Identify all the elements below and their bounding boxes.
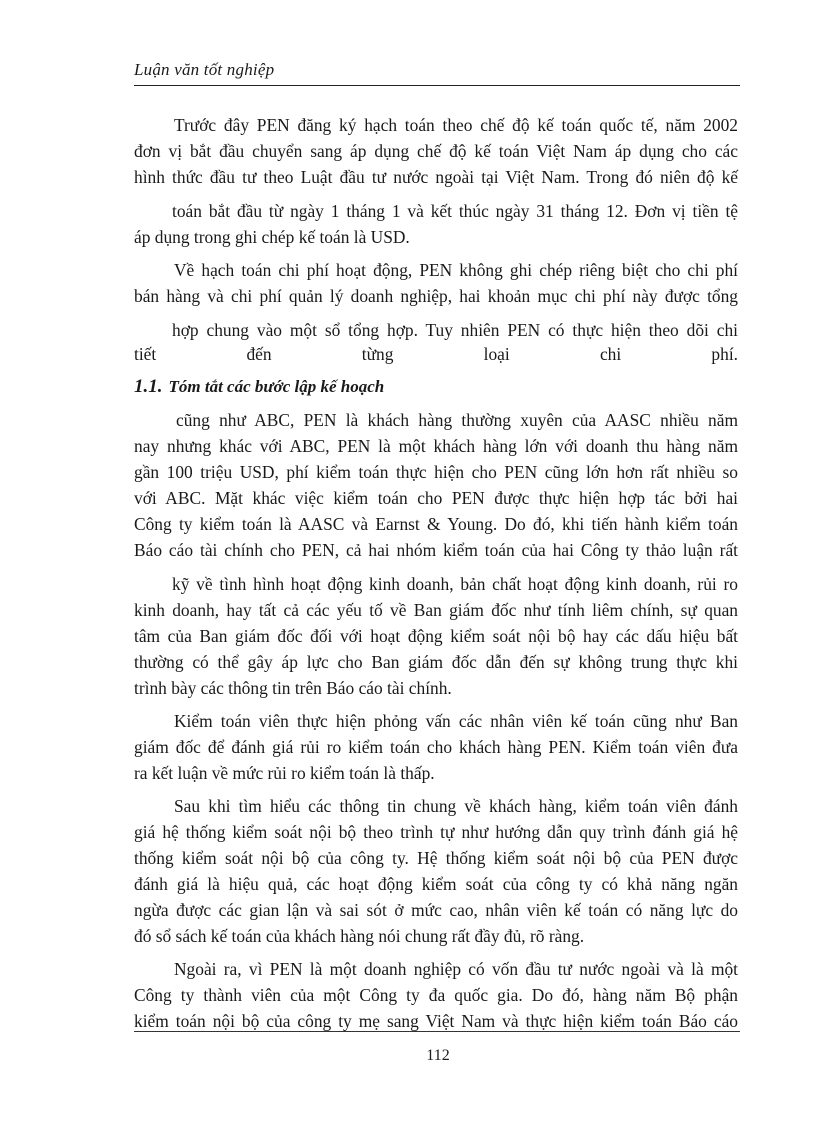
- text-line: ra kết luận về mức rủi ro kiểm toán là thấp.: [134, 763, 435, 783]
- text-line: toán bắt đầu từ ngày 1 tháng 1 và kết thúc ngày 31 tháng 12. Đơn vị tiền tệ: [172, 201, 738, 221]
- text-line: Sau khi tìm hiểu các thông tin chung về khách hàng, kiểm toán viên đánh: [174, 796, 738, 816]
- header-title: Luận văn tốt nghiệp: [134, 60, 275, 79]
- text-line: đánh giá là hiệu quả, các hoạt động kiểm soát của công ty có khả năng ngăn: [134, 874, 738, 894]
- section-number: 1.1.: [134, 376, 163, 397]
- text-line: gần 100 triệu USD, phí kiểm toán thực hiện cho PEN cũng lớn hơn rất nhiều so: [134, 462, 738, 482]
- text-line: Kiểm toán viên thực hiện phỏng vấn các nhân viên kế toán cũng như Ban: [174, 711, 738, 731]
- text-line: cũng như ABC, PEN là khách hàng thường xuyên của AASC nhiều năm: [176, 410, 738, 430]
- text-line: tiết đến từng loại chi phí.: [134, 344, 738, 364]
- text-line: áp dụng trong ghi chép kế toán là USD.: [134, 227, 410, 247]
- text-line: ngừa được các gian lận và sai sót ở mức cao, nhân viên kế toán có năng lực do: [134, 900, 738, 920]
- text-line: hợp chung vào một sổ tổng hợp. Tuy nhiên PEN có thực hiện theo dõi chi: [172, 320, 738, 340]
- text-line: thường có thể gây áp lực cho Ban giám đốc dẫn đến sự không trung thực khi: [134, 652, 738, 672]
- text-line: giá hệ thống kiểm soát nội bộ theo trình tự như hướng dẫn quy trình đánh giá hệ: [134, 822, 738, 842]
- text-line: với ABC. Mặt khác việc kiểm toán cho PEN được thực hiện hợp tác bởi hai: [134, 488, 738, 508]
- text-line: kiểm toán nội bộ của công ty mẹ sang Việt Nam và thực hiện kiểm toán Báo cáo: [134, 1011, 738, 1031]
- text-line: đó sổ sách kế toán của khách hàng nói chung rất đầy đủ, rõ ràng.: [134, 926, 585, 946]
- section-title: Tóm tắt các bước lập kế hoạch: [168, 377, 385, 396]
- text-line: giám đốc để đánh giá rủi ro kiểm toán cho khách hàng PEN. Kiểm toán viên đưa: [134, 737, 738, 757]
- text-line: Về hạch toán chi phí hoạt động, PEN không ghi chép riêng biệt cho chi phí: [174, 260, 738, 280]
- text-line: hình thức đầu tư theo Luật đầu tư nước ngoài tại Việt Nam. Trong đó niên độ kế: [134, 167, 738, 187]
- text-line: kỹ về tình hình hoạt động kinh doanh, bản chất hoạt động kinh doanh, rủi ro: [172, 574, 738, 594]
- text-line: Công ty kiểm toán là AASC và Earnst & Young. Do đó, khi tiến hành kiểm toán: [134, 514, 738, 534]
- text-line: Báo cáo tài chính cho PEN, cả hai nhóm kiểm toán của hai Công ty thảo luận rất: [134, 540, 738, 560]
- text-line: kinh doanh, hay tất cả các yếu tố về Ban giám đốc như tính liêm chính, sự quan: [134, 600, 738, 620]
- text-line: Trước đây PEN đăng ký hạch toán theo chế độ kế toán quốc tế, năm 2002: [174, 115, 738, 135]
- text-line: nay nhưng khác với ABC, PEN là một khách hàng lớn với doanh thu hàng năm: [134, 436, 738, 456]
- header-divider: [134, 85, 740, 86]
- page-number: 112: [426, 1047, 450, 1064]
- text-line: đơn vị bắt đầu chuyển sang áp dụng chế độ kế toán Việt Nam áp dụng cho các: [134, 141, 738, 161]
- section-heading: [134, 376, 384, 398]
- text-line: trình bày các thông tin trên Báo cáo tài chính.: [134, 678, 452, 698]
- text-line: bán hàng và chi phí quản lý doanh nghiệp, hai khoản mục chi phí này được tổng: [134, 286, 738, 306]
- text-line: tâm của Ban giám đốc đối với hoạt động kiểm soát nội bộ hay các dấu hiệu bất: [134, 626, 738, 646]
- footer-divider: [134, 1031, 740, 1032]
- text-line: Ngoài ra, vì PEN là một doanh nghiệp có vốn đầu tư nước ngoài và là một: [174, 959, 738, 979]
- page-header: [134, 60, 738, 80]
- text-line: thống kiểm soát nội bộ của công ty. Hệ thống kiểm soát nội bộ của PEN được: [134, 848, 738, 868]
- text-line: Công ty thành viên của một Công ty đa quốc gia. Do đó, hàng năm Bộ phận: [134, 985, 738, 1005]
